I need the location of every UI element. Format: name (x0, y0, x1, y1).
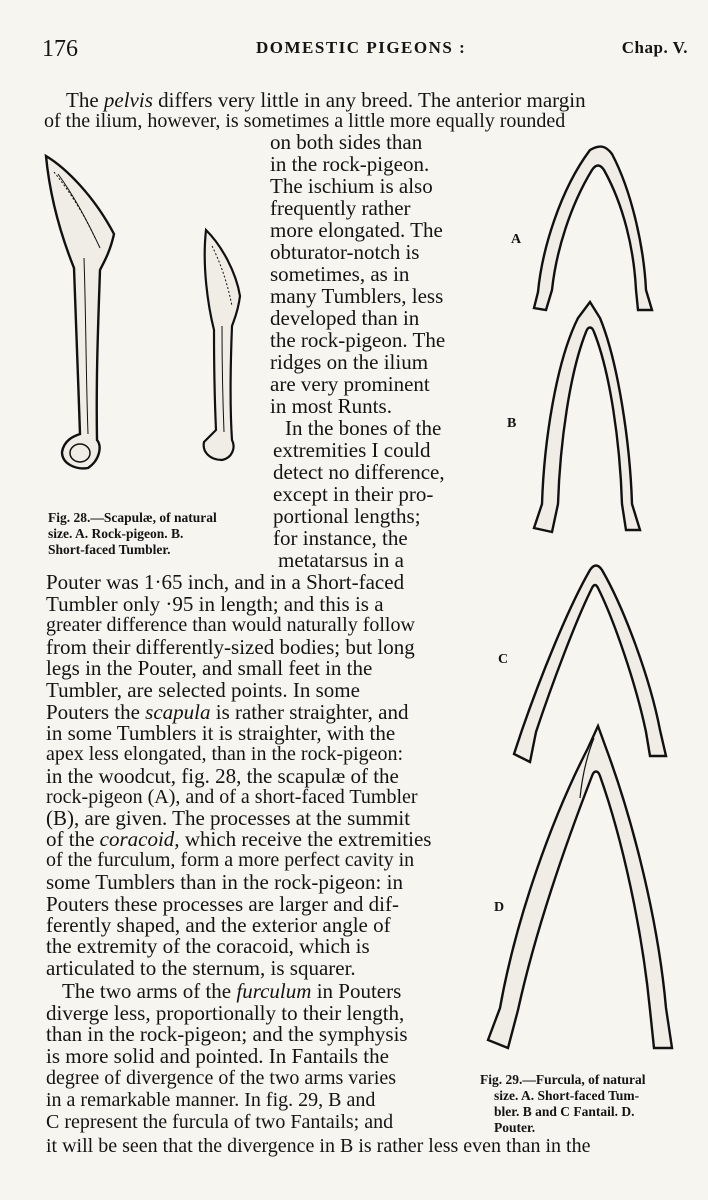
text-run: which receive the extremities (179, 827, 432, 851)
fig29-caption-line: Fig. 29.—Furcula, of natural (480, 1072, 646, 1087)
text-line: detect no difference, (273, 460, 445, 484)
fig28-scapula-a (40, 148, 130, 488)
text-line: in the rock-pigeon. (270, 152, 430, 176)
fig28-caption-line: size. A. Rock-pigeon. B. (48, 526, 184, 541)
fig29-caption-line: Pouter. (494, 1120, 536, 1135)
text-line: for instance, the (273, 526, 408, 550)
text-line (46, 828, 431, 850)
text-line: C represent the furcula of two Fantails; and (46, 1111, 394, 1133)
fig29-caption-line: size. A. Short-faced Tum- (494, 1088, 640, 1103)
text-line: Tumbler, are selected points. In some (46, 678, 360, 702)
text-line: in a remarkable manner. In fig. 29, B and (46, 1089, 376, 1111)
text-line: it will be seen that the divergence in B is rather less even than in the (46, 1135, 591, 1157)
text-line: legs in the Pouter, and small feet in the (46, 656, 373, 680)
fig29-label-c: C (498, 652, 509, 667)
text-line: are very prominent (270, 372, 430, 396)
text-line: The ischium is also (270, 174, 433, 198)
italic-term: pelvis (103, 88, 153, 112)
text-run: Pouters the (46, 700, 146, 724)
text-line: the rock-pigeon. The (270, 328, 446, 352)
text-line: sometimes, as in (270, 262, 410, 286)
text-line: diverge less, proportionally to their length, (46, 1001, 405, 1025)
text-line: the extremity of the coracoid, which is (46, 934, 370, 958)
text-line: more elongated. The (270, 218, 443, 242)
text-run: The two arms of the (62, 979, 237, 1003)
italic-term: furculum (236, 979, 312, 1003)
text-line: articulated to the sternum, is squarer. (46, 956, 356, 980)
text-line: greater difference than would naturally follow (46, 614, 415, 636)
text-line: obturator-notch is (270, 240, 420, 264)
fig29-label-a: A (511, 232, 522, 247)
text-line: from their differently-sized bodies; but long (46, 635, 415, 659)
text-line: in some Tumblers it is straighter, with the (46, 721, 396, 745)
page-number: 176 (42, 36, 78, 62)
text-line: apex less elongated, than in the rock-pigeon: (46, 743, 404, 765)
fig29-furculum-d (482, 718, 682, 1068)
text-line: metatarsus in a (278, 548, 404, 572)
fig28-scapula-b (192, 226, 252, 466)
text-line: many Tumblers, less (270, 284, 444, 308)
text-line (66, 89, 586, 111)
fig29-label-b: B (507, 416, 517, 431)
text-line: except in their pro- (273, 482, 434, 506)
text-line: ridges on the ilium (270, 350, 429, 374)
text-line: In the bones of the (285, 416, 442, 440)
running-header (42, 36, 688, 66)
chapter-label: Chap. V. (621, 38, 688, 57)
text-line: ferently shaped, and the exterior angle of (46, 913, 391, 937)
fig28-caption-line: Fig. 28.—Scapulæ, of natural (48, 510, 217, 525)
text-run: The (66, 88, 104, 112)
text-line: Pouters these processes are larger and dif- (46, 892, 399, 916)
text-line: is more solid and pointed. In Fantails the (46, 1044, 389, 1068)
text-line (62, 980, 401, 1002)
italic-term: coracoid, (99, 827, 180, 851)
text-line (46, 701, 409, 723)
text-line: degree of divergence of the two arms varies (46, 1067, 397, 1089)
text-line: in most Runts. (270, 394, 392, 418)
fig28-caption-line: Short-faced Tumbler. (48, 542, 171, 557)
text-line: Tumbler only ·95 in length; and this is a (46, 592, 384, 616)
text-line: rock-pigeon (A), and of a short-faced Tumbler (46, 786, 418, 808)
text-run: in Pouters (311, 979, 402, 1003)
text-line: frequently rather (270, 196, 411, 220)
text-line: in the woodcut, fig. 28, the scapulæ of the (46, 764, 399, 788)
text-line: than in the rock-pigeon; and the symphysis (46, 1022, 408, 1046)
fig29-label-d: D (494, 900, 505, 915)
text-run: differs very little in any breed. The anterior margin (152, 88, 586, 112)
text-run: is rather straighter, and (210, 700, 409, 724)
text-line: extremities I could (273, 438, 431, 462)
text-line: of the furculum, form a more perfect cavity in (46, 849, 415, 871)
text-line: (B), are given. The processes at the summit (46, 806, 411, 830)
text-line: portional lengths; (273, 504, 421, 528)
italic-term: scapula (145, 700, 211, 724)
text-line: on both sides than (270, 130, 423, 154)
text-line: of the ilium, however, is sometimes a little more equally rounded (44, 110, 566, 132)
running-title: DOMESTIC PIGEONS : (256, 38, 467, 57)
text-line: Pouter was 1·65 inch, and in a Short-faced (46, 570, 405, 594)
text-run: of the (46, 827, 100, 851)
text-line: developed than in (270, 306, 420, 330)
text-line: some Tumblers than in the rock-pigeon: in (46, 870, 403, 894)
fig29-furculum-b (522, 292, 662, 542)
fig29-caption-line: bler. B and C Fantail. D. (494, 1104, 635, 1119)
